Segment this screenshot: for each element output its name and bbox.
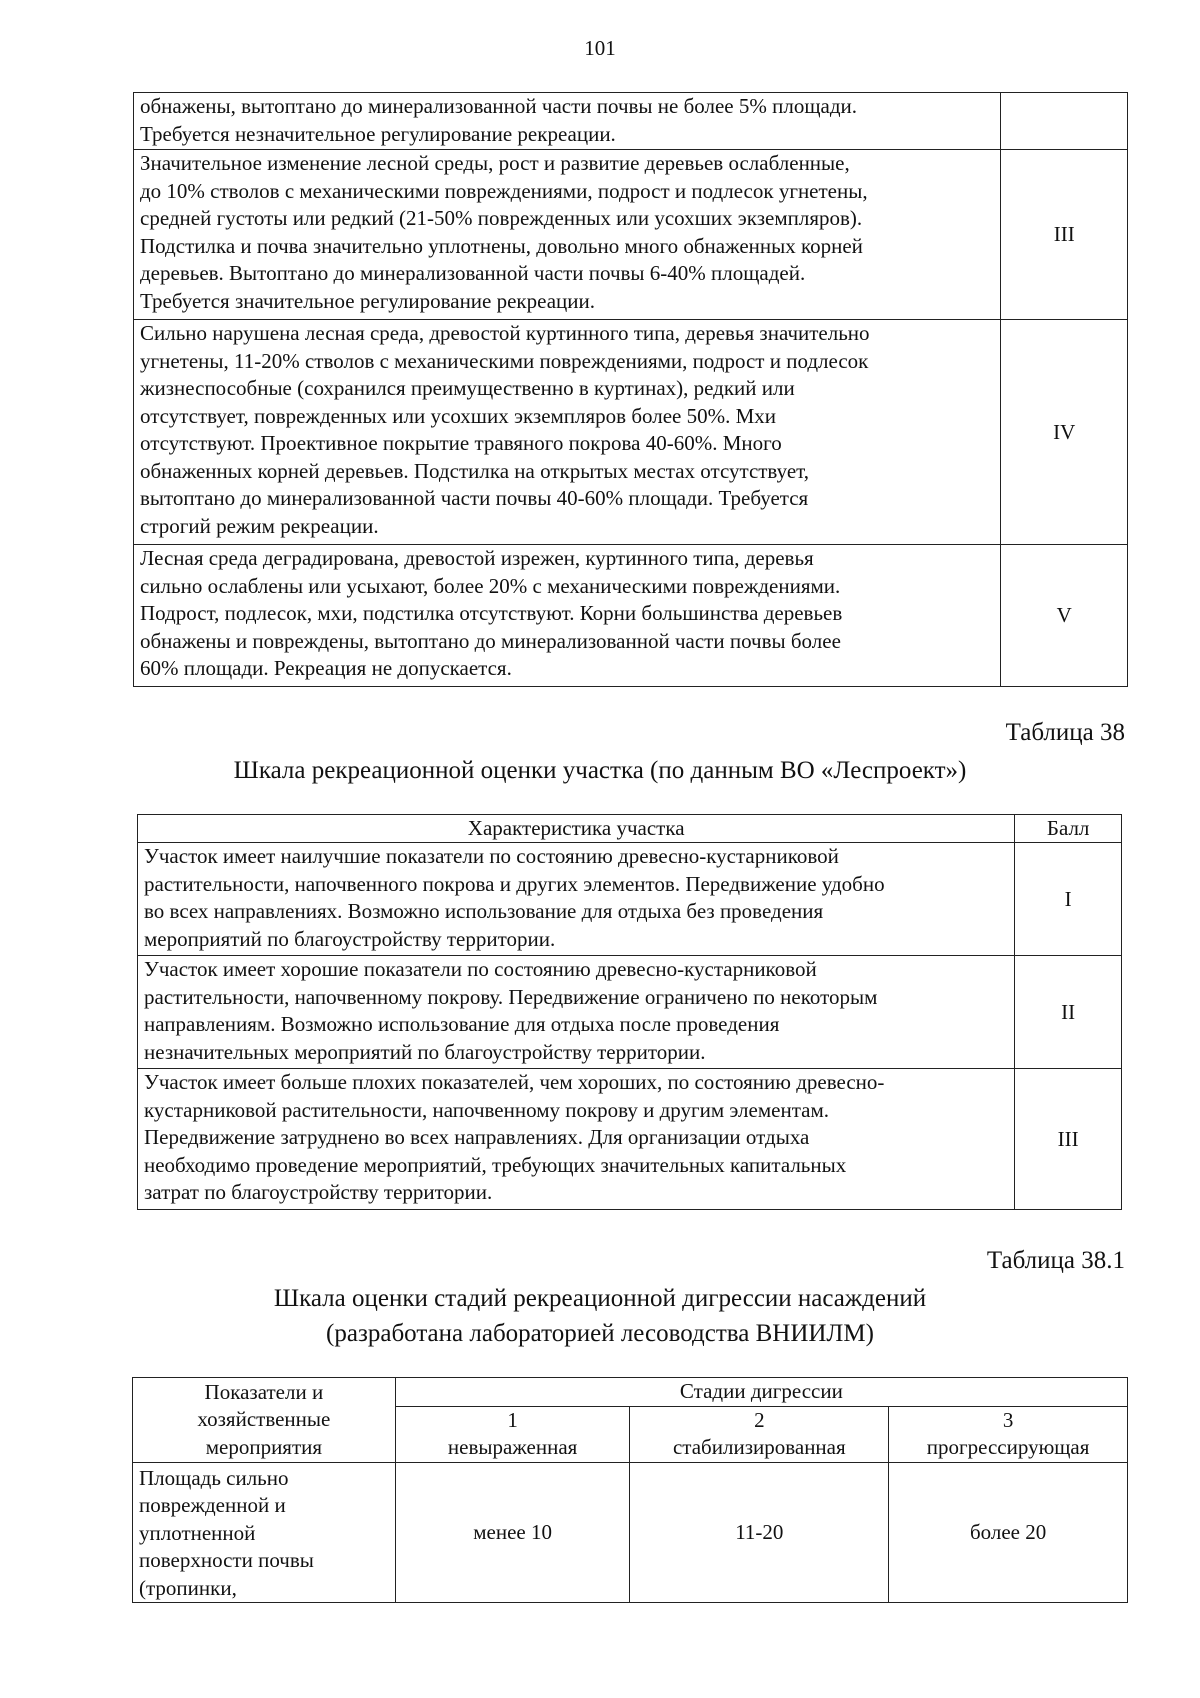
text-line: во всех направлениях. Возможно использование для отдыха без проведения xyxy=(144,899,824,923)
text-line: Передвижение затруднено во всех направлениях. Для организации отдыха xyxy=(144,1125,810,1149)
text-line: поврежденной и xyxy=(139,1493,286,1517)
text-line: обнажены и повреждены, вытоптано до минерализованной части почвы более xyxy=(140,628,841,653)
table-38-1 xyxy=(132,1377,1128,1603)
characteristic-cell xyxy=(134,150,1001,320)
text-line: угнетены, 11-20% стволов с механическими повреждениями, подрост и подлесок xyxy=(140,348,869,373)
text-line: Подрост, подлесок, мхи, подстилка отсутствуют. Корни большинства деревьев xyxy=(140,601,843,625)
table-row xyxy=(134,545,1128,687)
table-38-label: Таблица 38 xyxy=(1005,719,1125,746)
stage-name: стабилизированная xyxy=(672,1435,846,1459)
text-line: до 10% стволов с механическими повреждениями, подрост и подлесок угнетены, xyxy=(140,178,868,203)
score-cell xyxy=(1001,93,1128,150)
text-line: растительности, напочвенному покрову. Передвижение ограничено по некоторым xyxy=(144,984,878,1009)
text-line: поверхности почвы xyxy=(139,1548,314,1572)
column-header-characteristic: Характеристика участка xyxy=(138,815,1015,843)
characteristic-cell xyxy=(138,1069,1015,1210)
text-line: Участок имеет наилучшие показатели по состоянию древесно-кустарниковой xyxy=(144,844,839,868)
table-header-row xyxy=(138,815,1122,843)
text-line: деревьев. Вытоптано до минерализованной части почвы 6-40% площадей. xyxy=(140,261,806,285)
table-row xyxy=(138,1069,1122,1210)
text-line: сильно ослаблены или усыхают, более 20% с механическими повреждениями. xyxy=(140,573,841,598)
stage-name: невыраженная xyxy=(447,1435,578,1459)
text-line: Сильно нарушена лесная среда, древостой куртинного типа, деревья значительно xyxy=(140,321,870,345)
text-line: вытоптано до минерализованной части почвы 40-60% площади. Требуется xyxy=(140,486,809,510)
text-line: уплотненной xyxy=(139,1520,256,1545)
column-header-stage-2 xyxy=(630,1406,889,1462)
title-line: Шкала оценки стадий рекреационной дигрессии насаждений xyxy=(273,1285,927,1312)
text-line: мероприятий по благоустройству территории. xyxy=(144,926,556,951)
table-38-1-label: Таблица 38.1 xyxy=(986,1247,1125,1274)
characteristic-cell xyxy=(138,956,1015,1069)
text-line: Показатели и xyxy=(204,1379,324,1404)
text-line: кустарниковой растительности, напочвенному покрову и другим элементам. xyxy=(144,1097,829,1122)
text-line: Лесная среда деградирована, древостой изрежен, куртинного типа, деревья xyxy=(140,546,814,570)
table-38 xyxy=(137,814,1122,1210)
table-38-1-title xyxy=(0,1281,1200,1351)
stage-name: прогрессирующая xyxy=(926,1435,1090,1459)
table-row xyxy=(133,1462,1128,1603)
table-row xyxy=(138,956,1122,1069)
table-row xyxy=(134,150,1128,320)
text-line: Площадь сильно xyxy=(139,1465,289,1490)
score-cell: III xyxy=(1001,150,1128,320)
column-header-stage-3 xyxy=(889,1406,1128,1462)
column-header-stage-1 xyxy=(395,1406,630,1462)
table-row xyxy=(134,93,1128,150)
table-row xyxy=(134,320,1128,545)
text-line: (тропинки, xyxy=(139,1575,237,1600)
text-line: необходимо проведение мероприятий, требующих значительных капитальных xyxy=(144,1152,847,1177)
text-line: мероприятия xyxy=(205,1434,323,1459)
title-line: (разработана лабораторией лесоводства ВНИИЛМ) xyxy=(326,1320,874,1347)
text-line: строгий режим рекреации. xyxy=(140,513,379,538)
text-line: обнаженных корней деревьев. Подстилка на открытых местах отсутствует, xyxy=(140,458,810,483)
characteristic-cell xyxy=(134,545,1001,687)
score-cell: IV xyxy=(1001,320,1128,545)
text-line: хозяйственные xyxy=(197,1407,331,1431)
text-line: отсутствует, поврежденных или усохших экземпляров более 50%. Мхи xyxy=(140,403,777,428)
stage-number: 3 xyxy=(1002,1407,1014,1432)
table-row xyxy=(138,843,1122,956)
value-cell: более 20 xyxy=(889,1462,1128,1603)
score-cell: III xyxy=(1015,1069,1122,1210)
text-line: Значительное изменение лесной среды, рост и развитие деревьев ослабленные, xyxy=(140,151,850,175)
text-line: обнажены, вытоптано до минерализованной части почвы не более 5% площади. xyxy=(140,94,858,118)
value-cell: менее 10 xyxy=(395,1462,630,1603)
score-cell: I xyxy=(1015,843,1122,956)
table-37-continuation xyxy=(133,92,1128,687)
score-cell: V xyxy=(1001,545,1128,687)
table-header-row xyxy=(133,1378,1128,1407)
column-group-header: Стадии дигрессии xyxy=(395,1378,1127,1407)
page-number: 101 xyxy=(584,36,616,60)
text-line: незначительных мероприятий по благоустройству территории. xyxy=(144,1039,706,1064)
text-line: 60% площади. Рекреация не допускается. xyxy=(140,656,512,680)
text-line: отсутствуют. Проективное покрытие травяного покрова 40-60%. Много xyxy=(140,431,782,455)
text-line: Участок имеет хорошие показатели по состоянию древесно-кустарниковой xyxy=(144,957,817,981)
table-38-title: Шкала рекреационной оценки участка (по данным ВО «Леспроект») xyxy=(233,757,967,784)
column-header-indicators xyxy=(133,1378,396,1463)
stage-number: 2 xyxy=(754,1407,765,1432)
indicator-cell xyxy=(133,1462,396,1603)
characteristic-cell xyxy=(134,320,1001,545)
text-line: Требуется значительное регулирование рекреации. xyxy=(140,288,595,313)
text-line: Подстилка и почва значительно уплотнены, довольно много обнаженных корней xyxy=(140,233,863,258)
text-line: жизнеспособные (сохранился преимущественно в куртинах), редкий или xyxy=(140,376,795,400)
text-line: направлениям. Возможно использование для отдыха после проведения xyxy=(144,1012,780,1036)
text-line: средней густоты или редкий (21-50% поврежденных или усохших экземпляров). xyxy=(140,206,863,230)
text-line: растительности, напочвенного покрова и других элементов. Передвижение удобно xyxy=(144,871,885,896)
text-line: затрат по благоустройству территории. xyxy=(144,1180,493,1204)
characteristic-cell xyxy=(138,843,1015,956)
score-cell: II xyxy=(1015,956,1122,1069)
text-line: Участок имеет больше плохих показателей, чем хороших, по состоянию древесно- xyxy=(144,1070,885,1094)
characteristic-cell xyxy=(134,93,1001,150)
value-cell: 11-20 xyxy=(630,1462,889,1603)
text-line: Требуется незначительное регулирование рекреации. xyxy=(140,121,616,146)
column-header-score: Балл xyxy=(1015,815,1122,843)
stage-number: 1 xyxy=(507,1407,518,1432)
